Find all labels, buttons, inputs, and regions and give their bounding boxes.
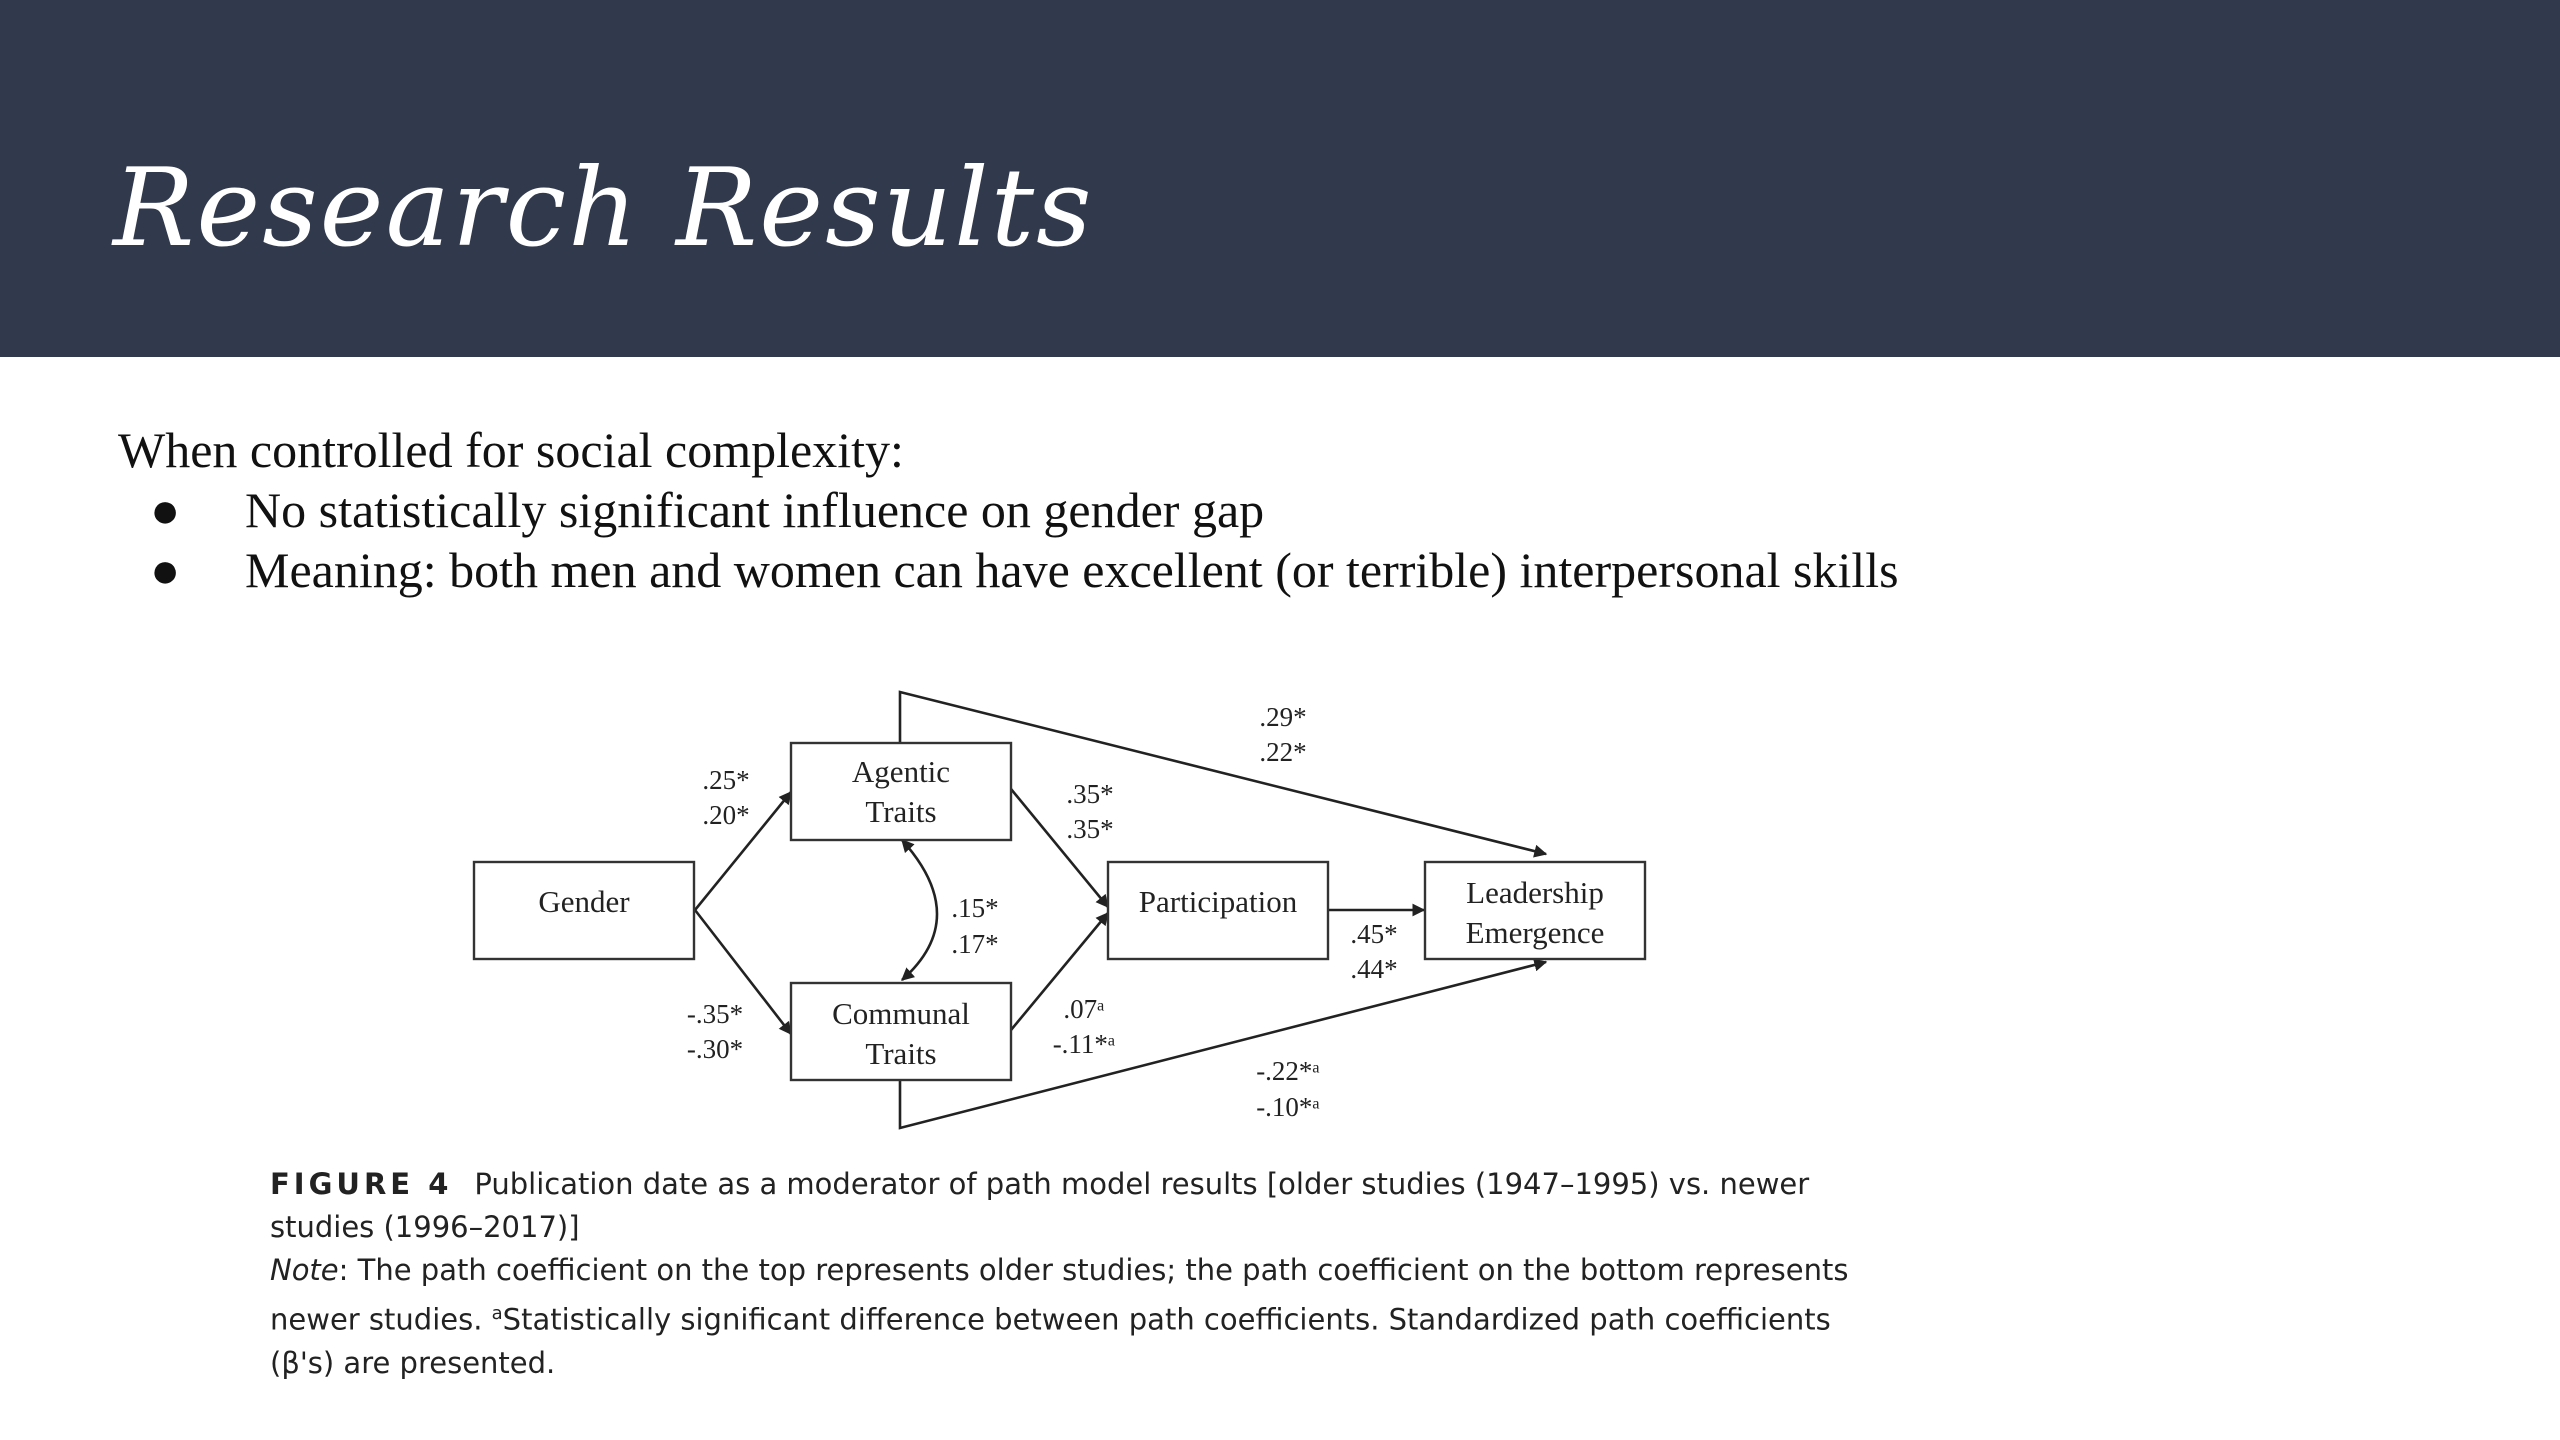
node-agentic-label: Agentic bbox=[851, 754, 951, 789]
node-leadership-label: Leadership bbox=[1466, 875, 1604, 910]
node-leadership-label: Emergence bbox=[1465, 915, 1605, 950]
coef-communal-leadership-older: -.22*ᵃ bbox=[1256, 1056, 1320, 1086]
intro-text: When controlled for social complexity: bbox=[118, 422, 904, 478]
node-communal-label: Traits bbox=[865, 1036, 937, 1071]
bullet-dot-icon: ● bbox=[150, 482, 181, 538]
coef-agentic-leadership-newer: .22* bbox=[1259, 737, 1307, 767]
node-agentic-label: Traits bbox=[865, 794, 937, 829]
note-label: Note bbox=[270, 1253, 339, 1287]
coef-agentic-communal-older: .15* bbox=[951, 893, 999, 923]
coef-participation-leadership-newer: .44* bbox=[1350, 954, 1398, 984]
node-participation-label: Participation bbox=[1138, 884, 1298, 919]
coef-gender-agentic-newer: .20* bbox=[702, 800, 750, 830]
coef-agentic-participation-newer: .35* bbox=[1066, 814, 1114, 844]
coef-participation-leadership-older: .45* bbox=[1350, 919, 1398, 949]
bullet-text: Meaning: both men and women can have excellent (or terrible) interpersonal skills bbox=[245, 542, 1899, 598]
coef-agentic-participation-older: .35* bbox=[1066, 779, 1114, 809]
coef-communal-participation-older: .07ᵃ bbox=[1063, 994, 1105, 1024]
coef-gender-communal-newer: -.30* bbox=[686, 1034, 744, 1064]
note-text: : The path coefficient on the top represents older studies; the path coefficient on the bottom represents newer studies. bbox=[270, 1253, 1849, 1337]
figure-caption-line bbox=[270, 1163, 1852, 1249]
note-superscript: a bbox=[491, 1303, 503, 1324]
figure-label: FIGURE 4 bbox=[270, 1167, 453, 1201]
coef-communal-leadership-newer: -.10*ᵃ bbox=[1256, 1092, 1320, 1122]
slide-title: Research Results bbox=[113, 146, 1094, 271]
coef-gender-communal-older: -.35* bbox=[686, 999, 744, 1029]
figure-note bbox=[270, 1249, 1852, 1385]
bullet-dot-icon: ● bbox=[150, 542, 181, 598]
coef-agentic-leadership-older: .29* bbox=[1259, 702, 1307, 732]
coef-communal-participation-newer: -.11*ᵃ bbox=[1052, 1029, 1116, 1059]
node-gender-label: Gender bbox=[538, 884, 630, 919]
node-communal-label: Communal bbox=[832, 996, 970, 1031]
figure-caption-text: Publication date as a moderator of path model results [older studies (1947–1995) vs. newer studies (1996–2017)] bbox=[270, 1167, 1810, 1244]
edge-agentic-communal-correlation bbox=[902, 840, 937, 980]
figure-caption bbox=[270, 1163, 1852, 1385]
coef-agentic-communal-newer: .17* bbox=[951, 929, 999, 959]
coef-gender-agentic-older: .25* bbox=[702, 765, 750, 795]
bullet-text: No statistically significant influence on gender gap bbox=[245, 482, 1265, 538]
note-text: Statistically significant difference between path coefficients. Standardized path coefficients (β's) are presented. bbox=[270, 1302, 1831, 1380]
